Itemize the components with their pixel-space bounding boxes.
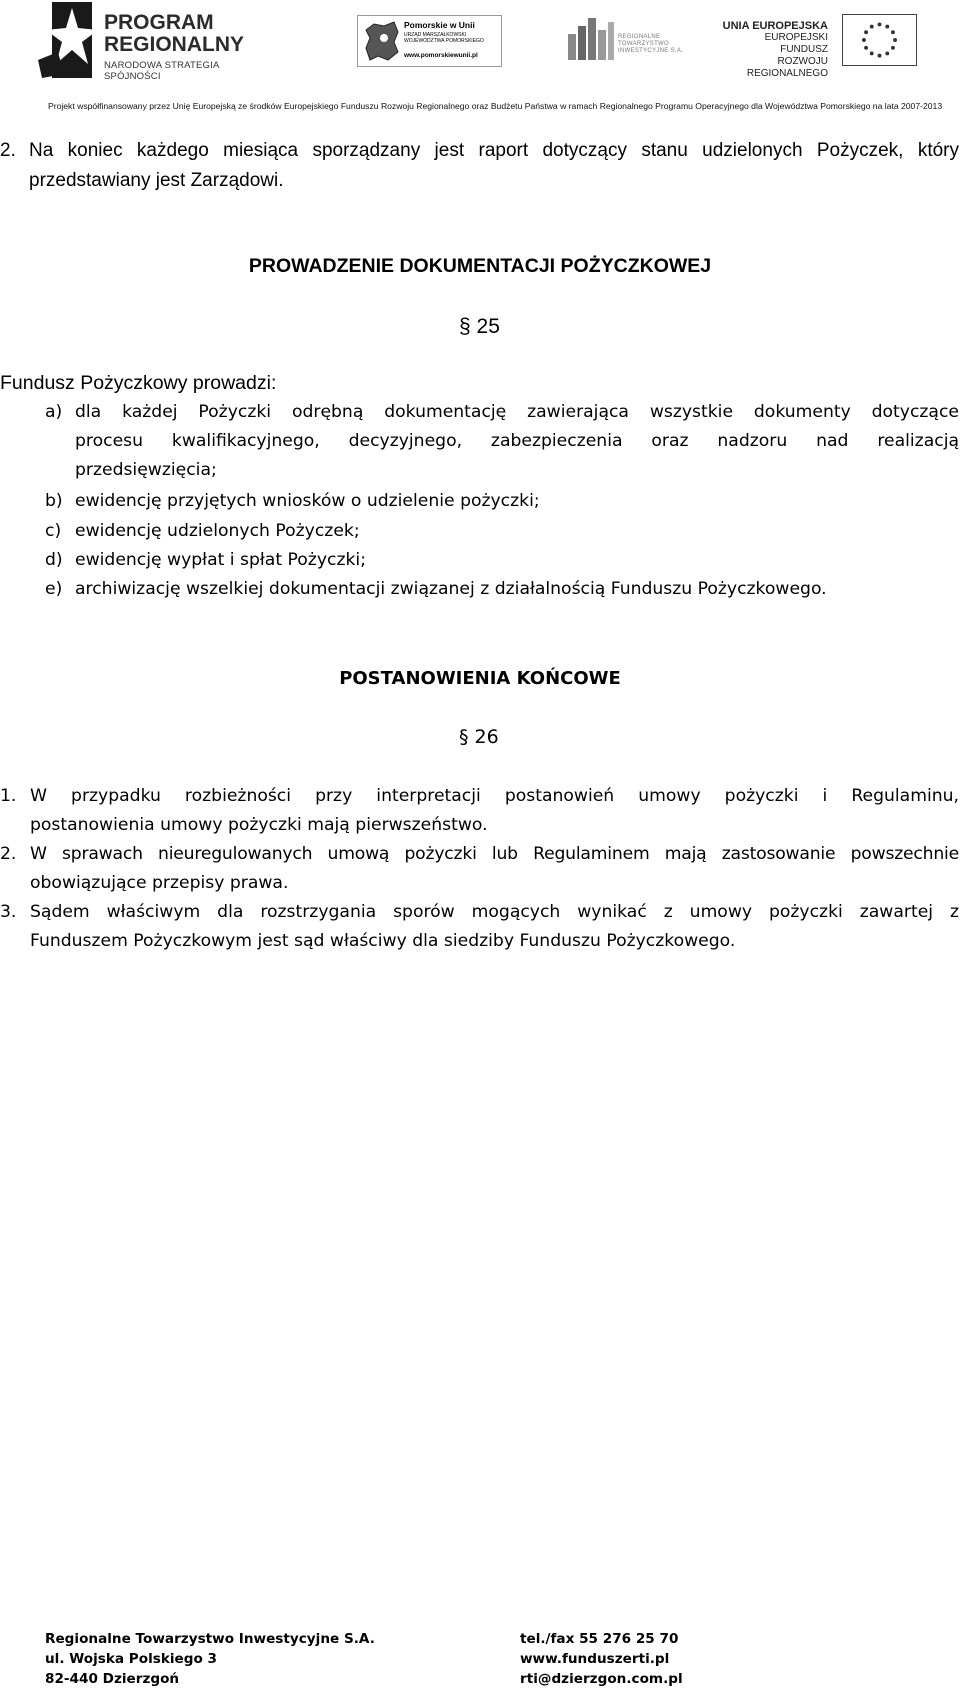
item2-line1: Na koniec każdego miesiąca sporządzany jest raport dotyczący stanu udzielonych Pożyczek, który	[29, 140, 959, 161]
docs-item-d-text: ewidencję wypłat i spłat Pożyczki;	[75, 550, 366, 570]
footer-website[interactable]: www.funduszerti.pl	[520, 1651, 670, 1667]
footer-phone: tel./fax 55 276 25 70	[520, 1631, 679, 1647]
logo-program-line2: REGIONALNY	[104, 33, 245, 56]
eu-line1: UNIA EUROPEJSKA	[722, 20, 828, 32]
logo-pomorskie-line1: Pomorskie w Unii	[404, 20, 475, 30]
footer-street: ul. Wojska Polskiego 3	[45, 1651, 218, 1667]
section-docs-paragraph: § 25	[459, 315, 500, 338]
logo-pomorskie	[357, 15, 502, 67]
program-regionalny-star-icon	[38, 2, 100, 78]
docs-item-c-label: c)	[45, 521, 62, 541]
logo-program-regionalny	[38, 2, 278, 82]
docs-item-a-line3: przedsięwzięcia;	[75, 460, 217, 480]
final-item1-line1: W przypadku rozbieżności przy interpretacji postanowień umowy pożyczki i Regulaminu,	[30, 786, 959, 806]
docs-item-e-text: archiwizację wszelkiej dokumentacji związanej z działalnością Funduszu Pożyczkowego.	[75, 579, 827, 599]
eu-line3: ROZWOJU REGIONALNEGO	[746, 56, 828, 79]
docs-item-c-text: ewidencję udzielonych Pożyczek;	[75, 521, 360, 541]
rti-mark-icon	[566, 12, 616, 62]
item2-number: 2.	[0, 140, 16, 161]
footer-email[interactable]: rti@dzierzgon.com.pl	[520, 1671, 683, 1687]
docs-item-e-label: e)	[45, 579, 63, 599]
final-item3-line1: Sądem właściwym dla rozstrzygania sporów mogących wynikać z umowy pożyczki zawartej z	[30, 902, 959, 922]
docs-item-a-label: a)	[45, 402, 63, 422]
section-docs-heading: PROWADZENIE DOKUMENTACJI POŻYCZKOWEJ	[248, 255, 712, 277]
logo-pomorskie-line2: URZĄD MARSZAŁKOWSKI WOJEWÓDZTWA POMORSKIEGO	[404, 32, 484, 44]
item2-line2: przedstawiany jest Zarządowi.	[29, 170, 284, 191]
docs-item-b-label: b)	[45, 491, 63, 511]
logo-rti-text: REGIONALNE TOWARZYSTWO INWESTYCYJNE S.A.	[618, 34, 684, 54]
section-final-heading: POSTANOWIENIA KOŃCOWE	[339, 668, 621, 689]
final-item1-number: 1.	[0, 786, 17, 806]
logo-pomorskie-url: www.pomorskiewunii.pl	[404, 52, 478, 59]
final-item2-line2: obowiązujące przepisy prawa.	[30, 873, 289, 893]
final-item1-line2: postanowienia umowy pożyczki mają pierwszeństwo.	[30, 815, 488, 835]
docs-item-b-text: ewidencję przyjętych wniosków o udzielenie pożyczki;	[75, 491, 540, 511]
section-docs-intro: Fundusz Pożyczkowy prowadzi:	[0, 372, 277, 394]
eu-flag-icon	[842, 14, 917, 66]
final-item2-number: 2.	[0, 844, 17, 864]
final-item3-line2: Funduszem Pożyczkowym jest sąd właściwy dla siedziby Funduszu Pożyczkowego.	[30, 931, 736, 951]
docs-item-a-line2: procesu kwalifikacyjnego, decyzyjnego, zabezpieczenia oraz nadzoru nad realizacją	[75, 431, 959, 451]
logo-program-line1: PROGRAM	[104, 11, 214, 34]
final-item3-number: 3.	[0, 902, 17, 922]
pomorskie-map-icon	[364, 20, 400, 62]
footer-company: Regionalne Towarzystwo Inwestycyjne S.A.	[45, 1631, 375, 1647]
docs-item-a-line1: dla każdej Pożyczki odrębną dokumentację zawierająca wszystkie dokumenty dotyczące	[75, 402, 959, 422]
footer-city: 82-440 Dzierzgoń	[45, 1671, 180, 1687]
logo-eu-text	[718, 20, 828, 80]
logo-program-line3: NARODOWA STRATEGIA SPÓJNOŚCI	[104, 60, 219, 82]
cofinance-note: Projekt współfinansowany przez Unię Europejską ze środków Europejskiego Funduszu Rozwoju Regionalnego oraz Budżetu Państwa w ramach Regionalnego Programu Operacyjnego dla Województwa Pomorskiego na lata 2007-2013	[48, 101, 943, 111]
final-item2-line1: W sprawach nieuregulowanych umową pożyczki lub Regulaminem mają zastosowanie powszechnie	[30, 844, 959, 864]
logo-rti	[566, 12, 690, 62]
section-final-paragraph: § 26	[459, 726, 499, 748]
eu-line2: EUROPEJSKI FUNDUSZ	[764, 32, 828, 55]
docs-item-d-label: d)	[45, 550, 63, 570]
